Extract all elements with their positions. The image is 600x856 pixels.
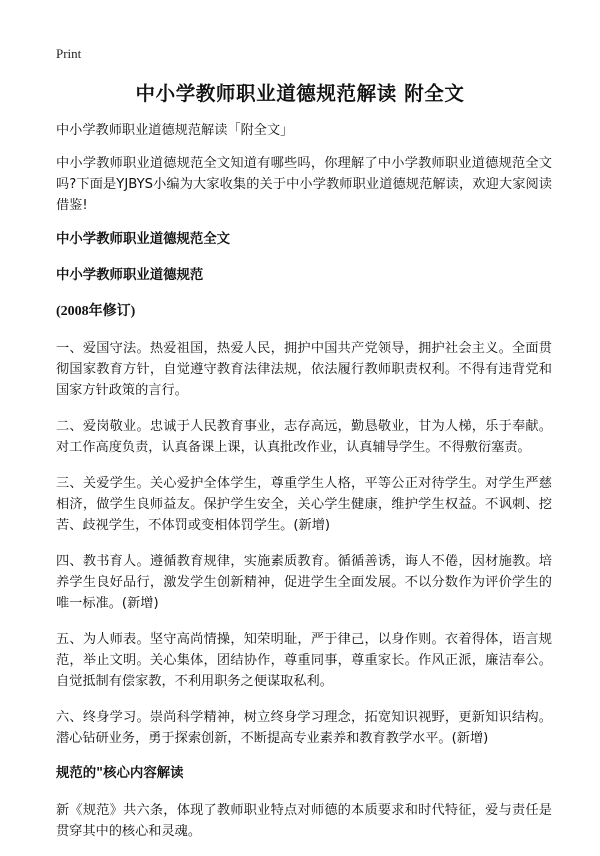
article-4: 四、教书育人。遵循教育规律，实施素质教育。循循善诱，诲人不倦，因材施教。培养学生良好品行，激发学生创新精神，促进学生全面发展。不以分数作为评价学生的唯一标准。(新增): [56, 554, 552, 611]
revision-note: (2008年修订): [56, 304, 136, 319]
article-6: 六、终身学习。崇尚科学精神，树立终身学习理念，拓宽知识视野，更新知识结构。潜心钻研业务，勇于探索创新，不断提高专业素养和教育教学水平。(新增): [56, 710, 552, 746]
print-label: Print: [56, 46, 82, 61]
document-subtitle: 中小学教师职业道德规范解读「附全文」: [56, 123, 294, 138]
section-heading-core: 规范的"核心内容解读: [56, 766, 184, 781]
article-5: 五、为人师表。坚守高尚情操，知荣明耻，严于律己，以身作则。衣着得体，语言规范，举止文明。关心集体，团结协作，尊重同事，尊重家长。作风正派，廉洁奉公。自觉抵制有偿家教，不利用职务之便谋取私利。: [56, 632, 552, 689]
article-1: 一、爱国守法。热爱祖国，热爱人民，拥护中国共产党领导，拥护社会主义。全面贯彻国家教育方针，自觉遵守教育法律法规，依法履行教师职责权利。不得有违背党和国家方针政策的言行。: [56, 341, 552, 398]
article-2: 二、爱岗敬业。忠诚于人民教育事业，志存高远，勤恳敬业，甘为人梯，乐于奉献。对工作高度负责，认真备课上课，认真批改作业，认真辅导学生。不得敷衍塞责。: [56, 419, 552, 455]
document-body: [56, 120, 552, 856]
norm-title: 中小学教师职业道德规范: [56, 268, 204, 283]
section-heading-full-text: 中小学教师职业道德规范全文: [56, 232, 231, 247]
intro-paragraph: 中小学教师职业道德规范全文知道有哪些吗，你理解了中小学教师职业道德规范全文吗?下面是YJBYS小编为大家收集的关于中小学教师职业道德规范解读，欢迎大家阅读借鉴!: [56, 156, 552, 213]
document-title: 中小学教师职业道德规范解读 附全文: [135, 82, 465, 105]
core-paragraph: 新《规范》共六条，体现了教师职业特点对师德的本质要求和时代特征，爱与责任是贯穿其中的核心和灵魂。: [56, 803, 552, 839]
article-3: 三、关爱学生。关心爱护全体学生，尊重学生人格，平等公正对待学生。对学生严慈相济，做学生良师益友。保护学生安全，关心学生健康，维护学生权益。不讽刺、挖苦、歧视学生，不体罚或变相体罚学生。(新增): [56, 476, 552, 533]
